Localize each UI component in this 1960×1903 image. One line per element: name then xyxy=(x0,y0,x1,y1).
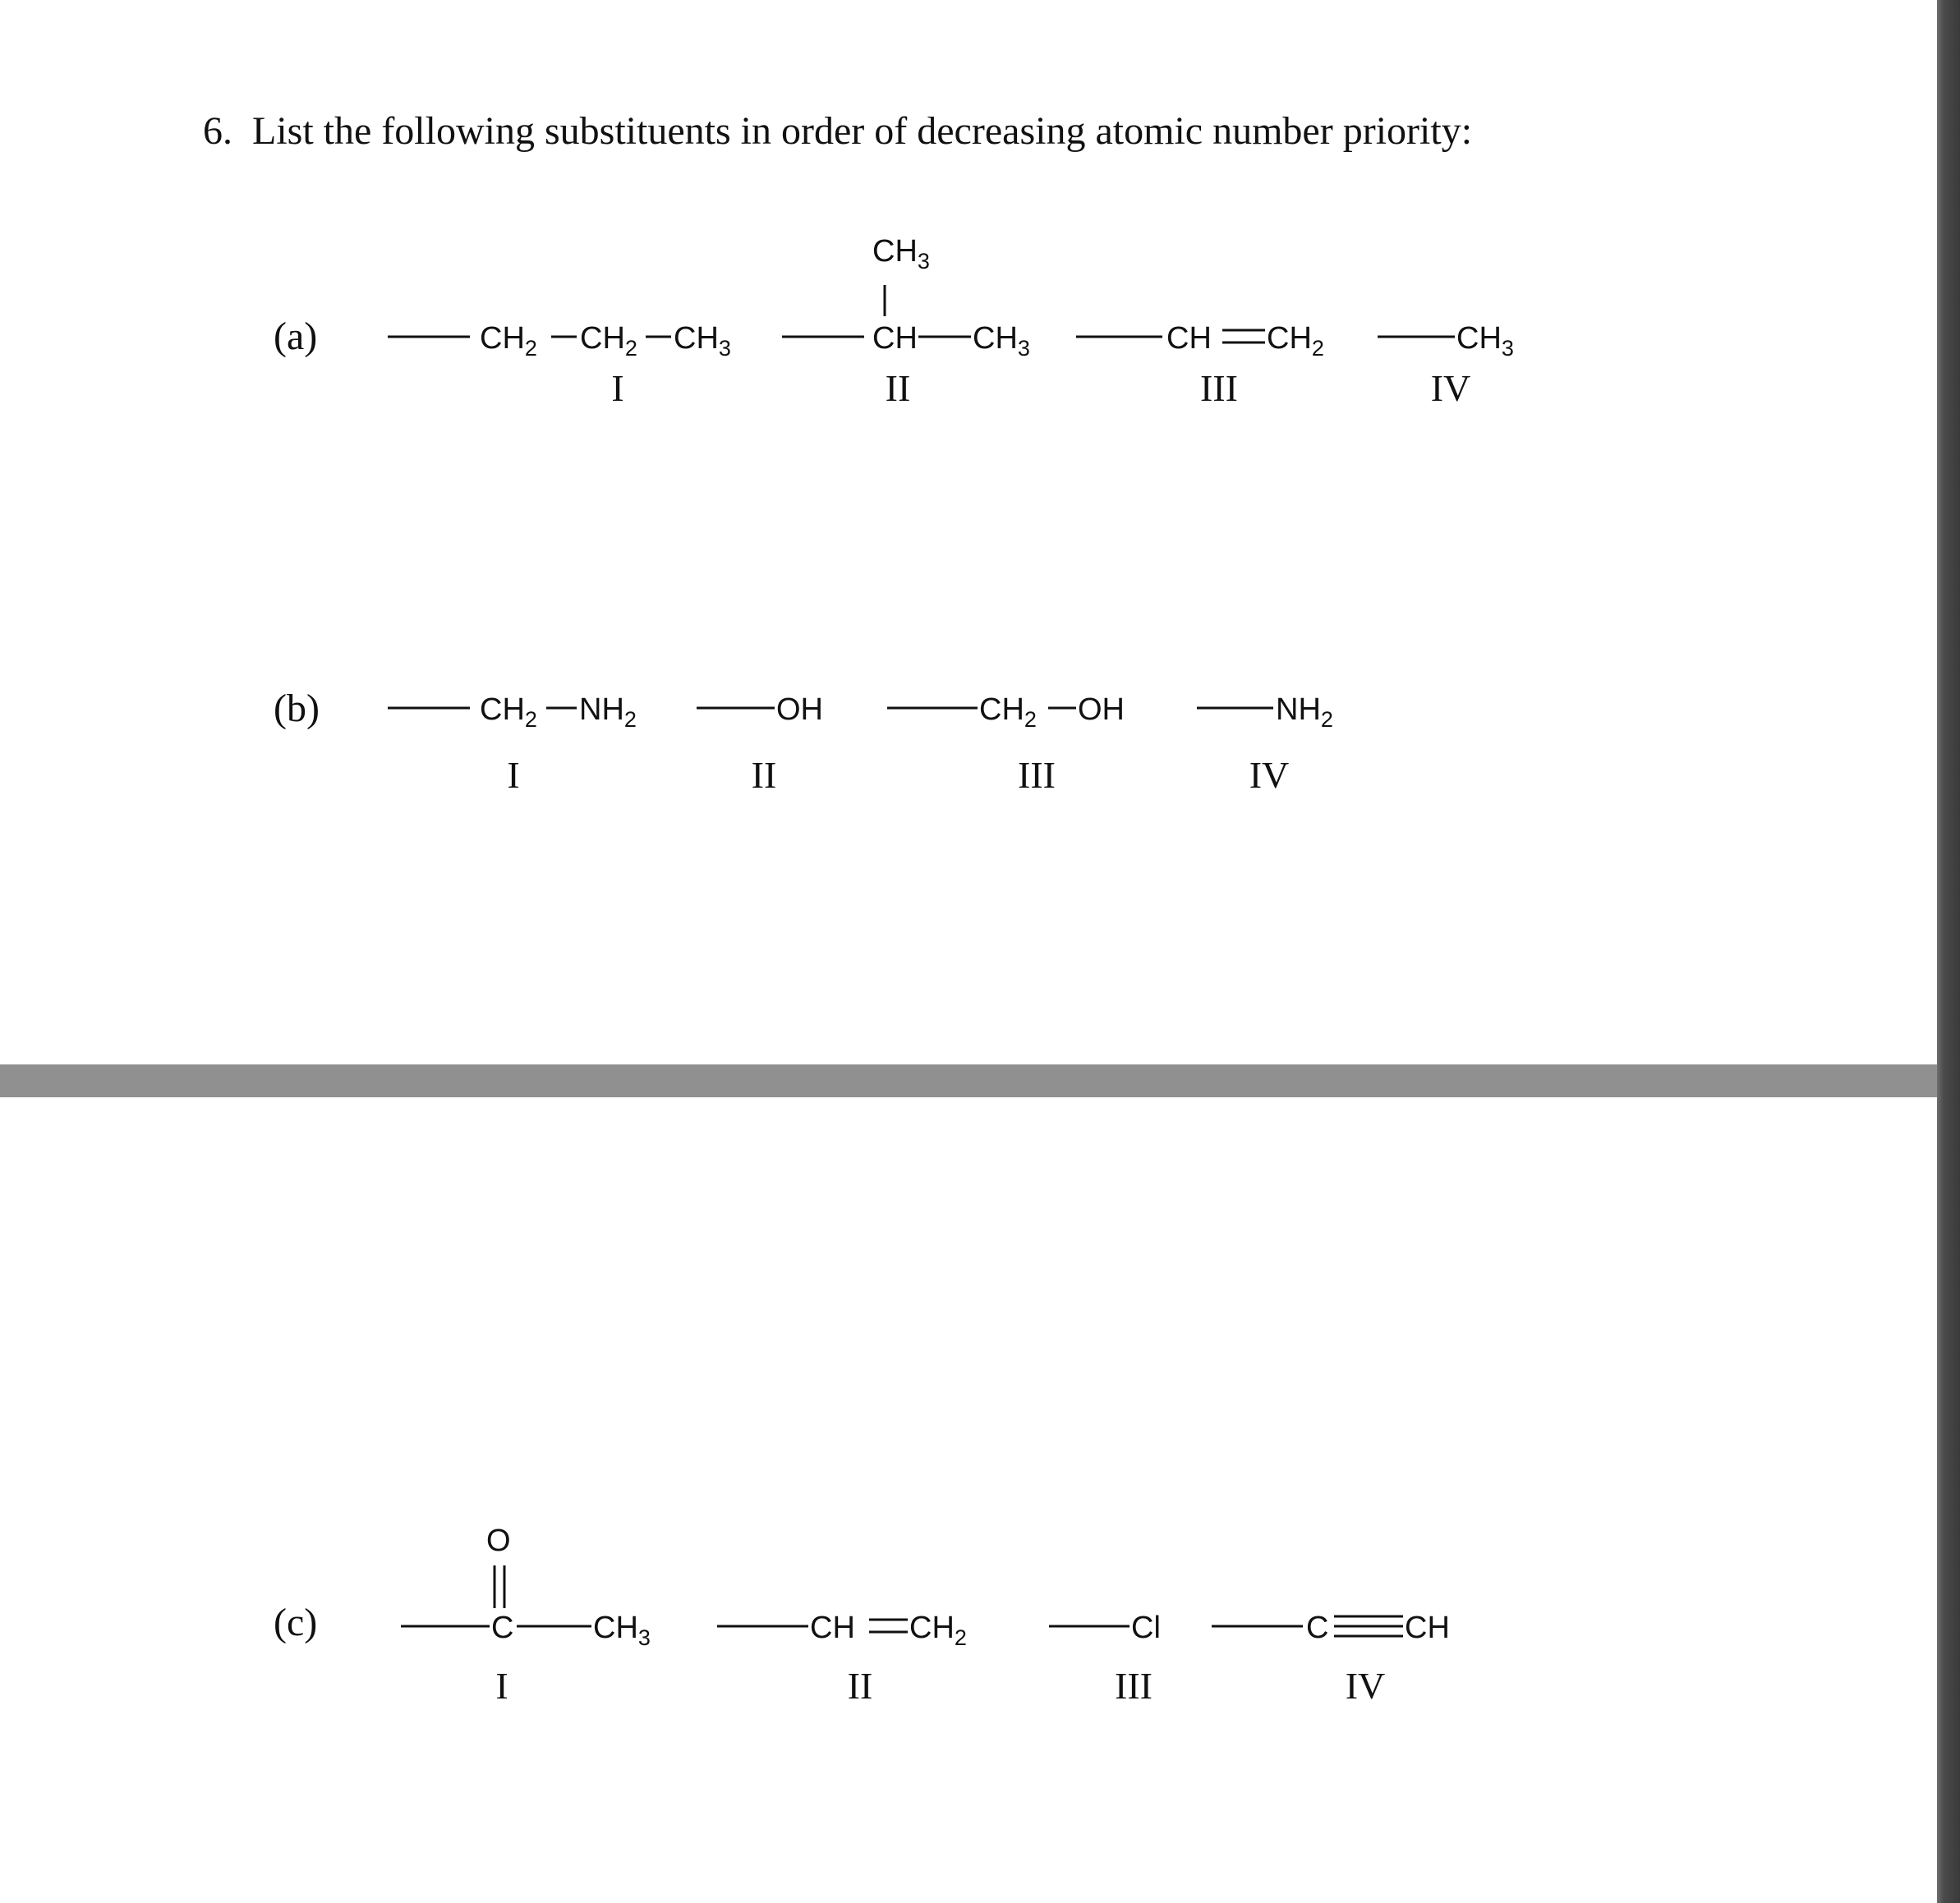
roman-a-3: III xyxy=(1200,367,1238,409)
formula-a-2b: $CH_3$ xyxy=(973,321,1030,361)
formula-b-1: $CH_2$ xyxy=(480,692,537,732)
formula-a-3b: $CH_2$ xyxy=(1267,321,1324,361)
roman-c-3: III xyxy=(1115,1665,1153,1707)
formula-b-3: $CH_2$ xyxy=(979,692,1037,732)
question-number: 6. xyxy=(203,109,232,153)
formula-c-1-oxygen: O xyxy=(486,1524,511,1558)
formula-c-4b: CH xyxy=(1405,1611,1450,1645)
part-label-c: (c) xyxy=(274,1601,318,1644)
formula-a-3: CH xyxy=(1166,321,1212,356)
formula-c-3: Cl xyxy=(1131,1611,1161,1645)
roman-a-1: I xyxy=(611,367,624,409)
formula-c-2b: $CH_2$ xyxy=(909,1611,967,1650)
formula-b-2: OH xyxy=(776,692,823,727)
formula-b-3b: OH xyxy=(1078,692,1125,727)
formula-a-2: CH xyxy=(872,321,918,356)
formula-a-4: $CH_3$ xyxy=(1456,321,1514,361)
question-text: List the following substituents in order of decreasing atomic number priority: xyxy=(252,109,1473,153)
roman-b-1: I xyxy=(507,754,520,796)
roman-b-4: IV xyxy=(1249,754,1290,796)
roman-c-4: IV xyxy=(1345,1665,1386,1707)
roman-b-3: III xyxy=(1018,754,1056,796)
formula-a-1: $CH_2$ xyxy=(480,321,537,361)
formula-c-1: C xyxy=(491,1611,514,1645)
formula-c-2: CH xyxy=(810,1611,855,1645)
part-label-a: (a) xyxy=(274,315,318,358)
formula-c-1b: $CH_3$ xyxy=(593,1611,651,1650)
formula-b-1b: $NH_2$ xyxy=(579,692,637,732)
formula-a-2-top: $CH_3$ xyxy=(872,234,930,273)
part-label-b: (b) xyxy=(274,687,320,730)
roman-a-2: II xyxy=(885,367,911,409)
formula-c-4: C xyxy=(1306,1611,1329,1645)
roman-c-1: I xyxy=(495,1665,508,1707)
roman-a-4: IV xyxy=(1430,367,1471,409)
roman-c-2: II xyxy=(847,1665,873,1707)
formula-b-4: $NH_2$ xyxy=(1276,692,1333,732)
roman-b-2: II xyxy=(751,754,777,796)
formula-a-1b: $CH_2$ xyxy=(580,321,637,361)
formula-a-1c: $CH_3$ xyxy=(674,321,731,361)
